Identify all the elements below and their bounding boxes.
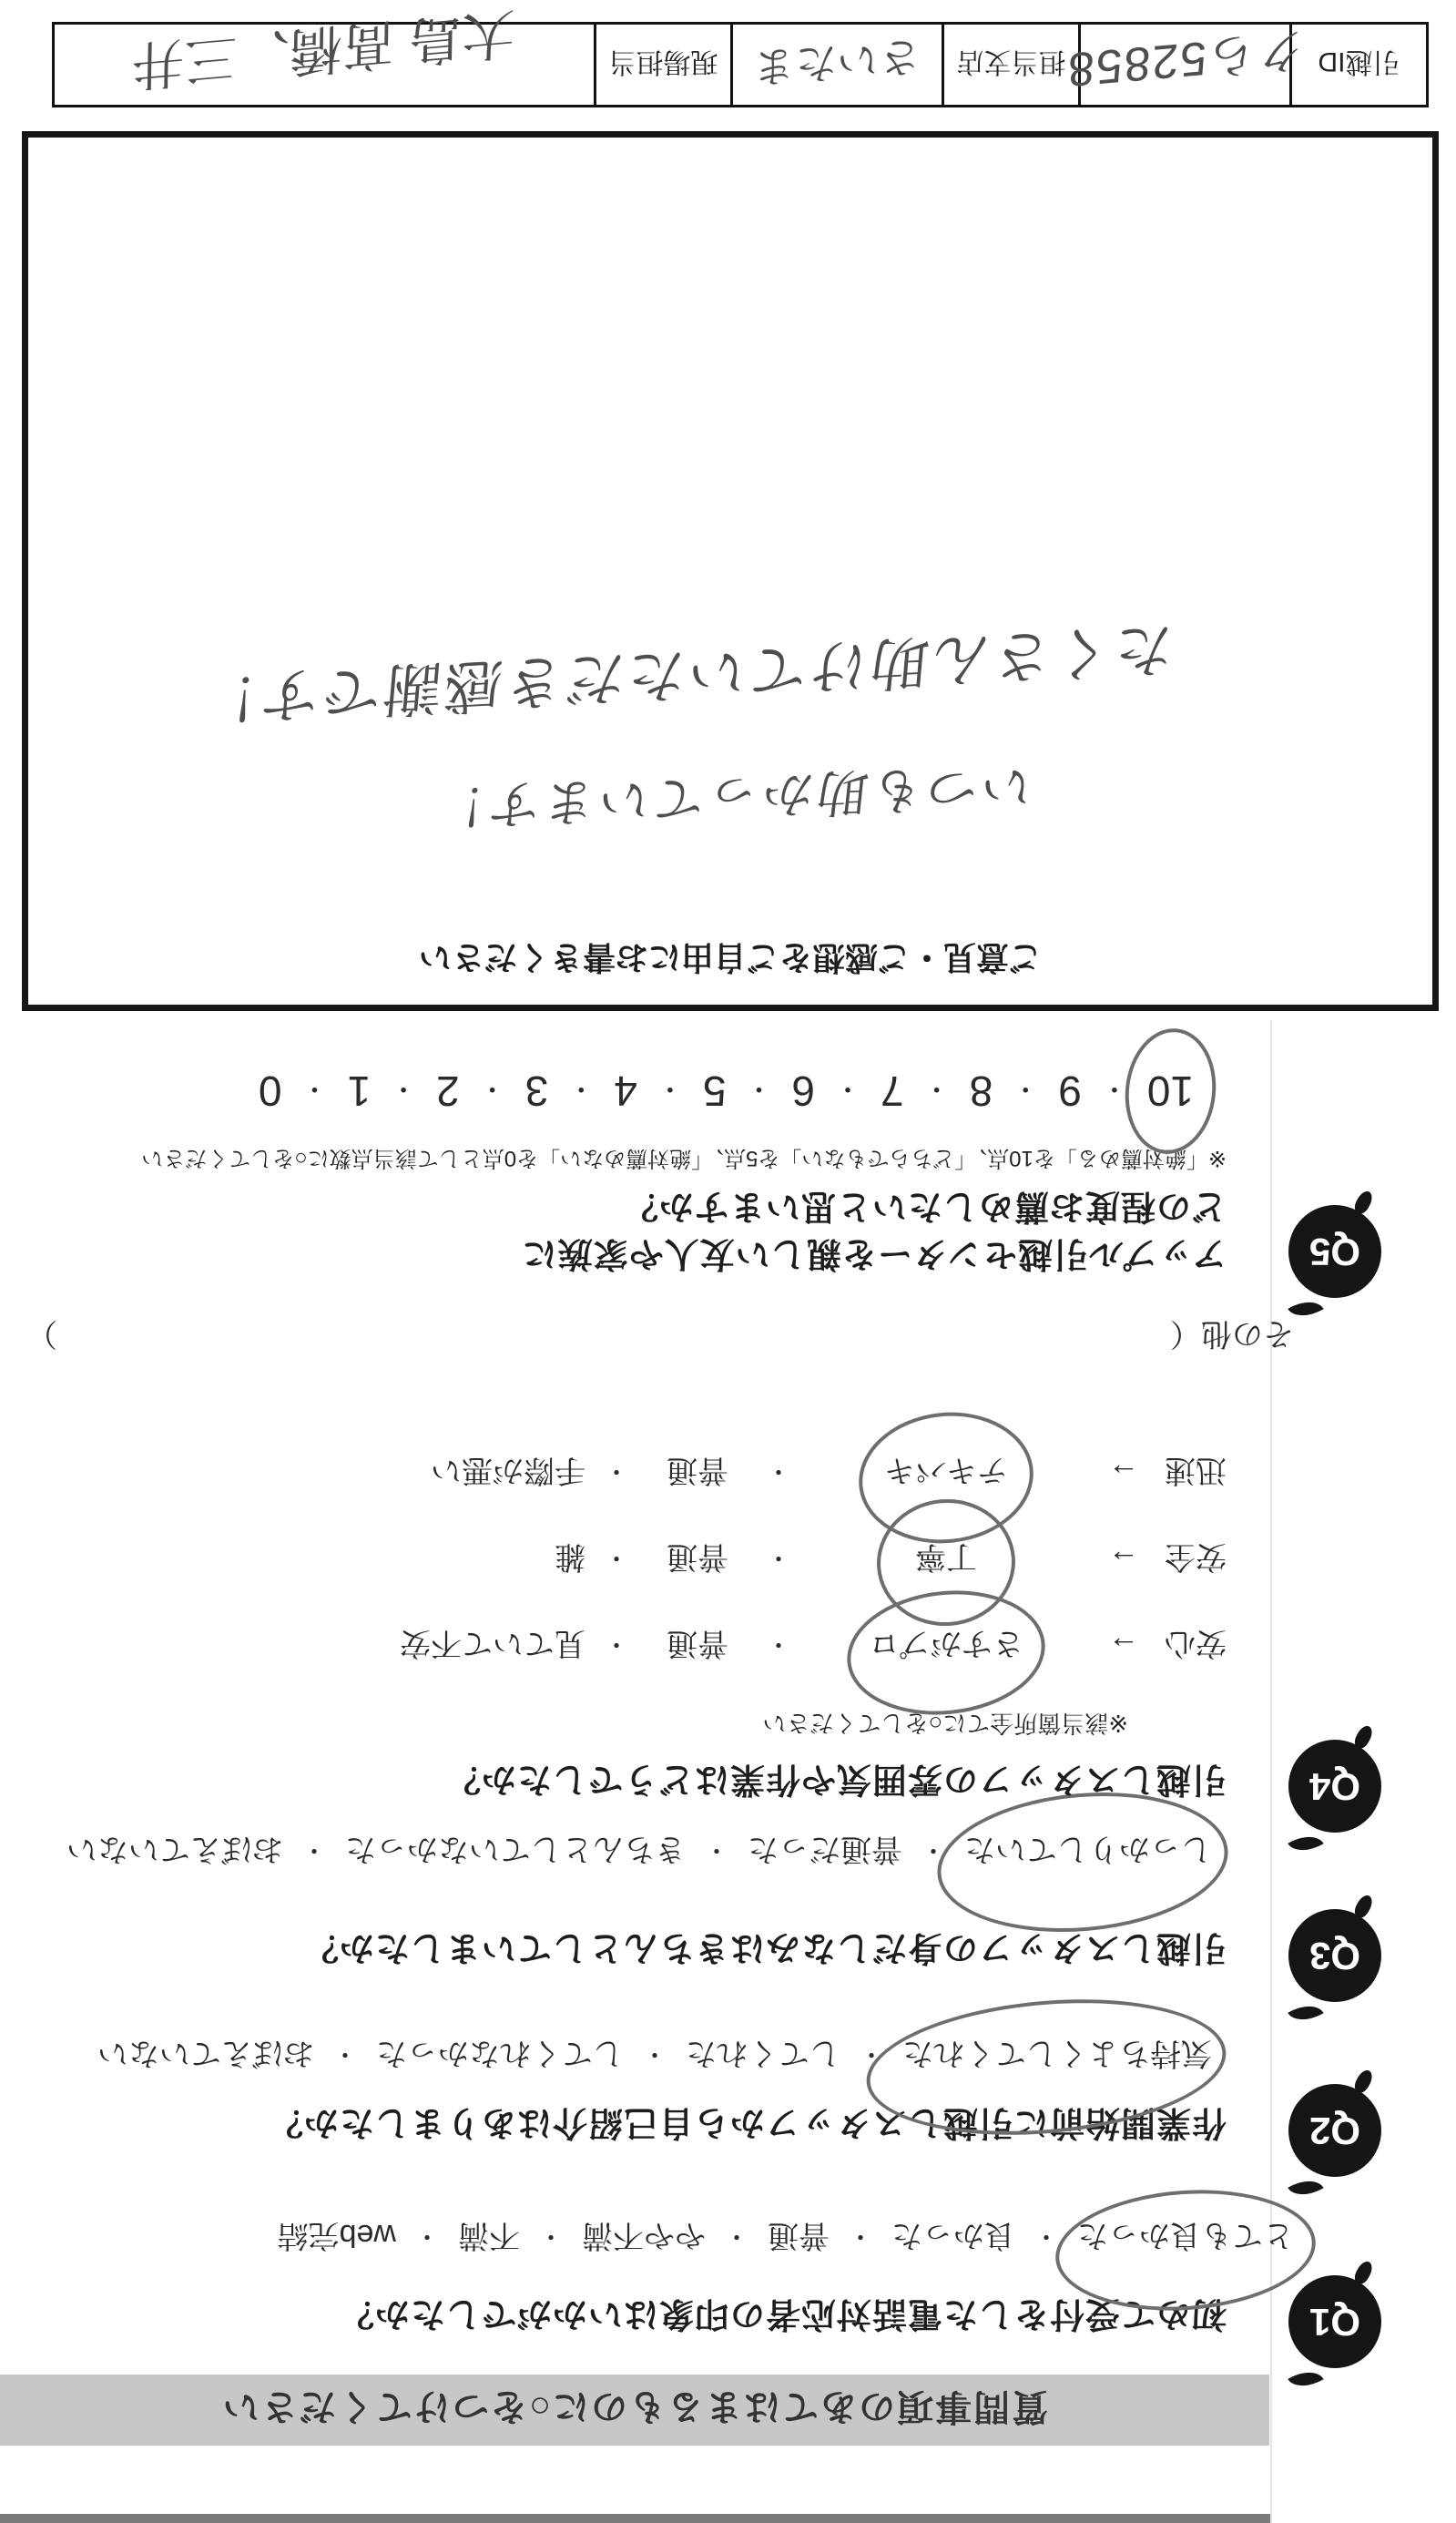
q1-question-text: 初めて受付をした電話対応者の印象はいかがでしたか？ xyxy=(338,2294,1227,2333)
instruction-banner-text: 質問事項のあてはまるものに○をつけてください xyxy=(220,2386,1049,2427)
q4-other-close-paren: ） xyxy=(26,1316,57,1351)
q4-anzen-option-2: 普通 xyxy=(666,1539,728,1574)
q2-balloon-icon xyxy=(1288,2084,1381,2177)
option-separator: ・ xyxy=(765,1457,791,1486)
q5-scale-2: 2 xyxy=(436,1067,460,1115)
q5-scale-9: 9 xyxy=(1058,1067,1082,1115)
q3-question-text: 引越しスタッフの身だしなみはきちんとしていましたか？ xyxy=(302,1928,1227,1966)
comment-box-label: ご意見・ご感想をご自由にお書きください xyxy=(419,939,1043,976)
q5-scale-3: 3 xyxy=(524,1067,549,1115)
q2-options-row xyxy=(97,2034,1212,2079)
q4-anzen-option-3: 雑 xyxy=(554,1539,585,1574)
q4-other-row xyxy=(26,1314,1294,1359)
q3-option-selected: しっかりしていた xyxy=(964,1830,1212,1874)
footer-value-move-id xyxy=(1065,22,1305,105)
handwritten-branch: さいたま xyxy=(752,32,922,92)
q5-scale-10-selected: 10 xyxy=(1146,1067,1194,1115)
q5-scale-5: 5 xyxy=(702,1067,727,1115)
q1-balloon-icon xyxy=(1288,2275,1381,2368)
option-separator: ・ xyxy=(847,2222,873,2252)
q5-scale-7: 7 xyxy=(881,1067,904,1115)
option-separator: ・ xyxy=(765,1630,791,1660)
q4-jinsoku-option-3: 手際が悪い xyxy=(430,1453,585,1487)
q1-option-4: やや不満 xyxy=(581,2218,706,2252)
q3-option-2: 普通だった xyxy=(747,1832,902,1866)
q1-option-3: 普通 xyxy=(767,2218,830,2252)
scale-separator: ・ xyxy=(567,1073,596,1103)
option-separator: ・ xyxy=(920,1836,946,1865)
q5-scale-8: 8 xyxy=(969,1067,993,1115)
option-separator: ・ xyxy=(723,2222,749,2252)
q5-balloon-label: Q5 xyxy=(1308,1231,1361,1273)
scale-separator: ・ xyxy=(834,1073,862,1103)
q5-note: ※「絶対薦める」を10点、「どちらでもない」を5点、「絶対薦めない」を0点として該当点数に○をしてください xyxy=(141,1146,1227,1170)
option-separator: ・ xyxy=(603,1630,629,1660)
scale-separator: ・ xyxy=(478,1073,506,1103)
q5-scale-row xyxy=(259,1067,1194,1116)
q2-question-text: 作業開始前に引越しスタッフから自己紹介はありましたか？ xyxy=(267,2103,1227,2141)
q2-option-2: してくれた xyxy=(685,2036,840,2070)
footer-label-branch-text: 担当支店 xyxy=(956,46,1066,77)
footer-label-branch xyxy=(942,25,1078,105)
q5-scale-1: 1 xyxy=(347,1067,372,1115)
q4-other-label: その他（ xyxy=(1170,1316,1294,1351)
q2-option-4: おぼえていない xyxy=(97,2036,314,2070)
scale-separator: ・ xyxy=(300,1073,329,1103)
option-separator: ・ xyxy=(641,2040,667,2069)
q5-balloon-icon xyxy=(1288,1205,1381,1298)
option-separator: ・ xyxy=(300,1836,327,1865)
q4-row-anshin-label: 安心 xyxy=(1165,1626,1227,1660)
q2-option-selected: 気持ちよくしてくれた xyxy=(902,2034,1212,2079)
q5-scale-4: 4 xyxy=(614,1067,637,1115)
instruction-banner xyxy=(0,2375,1269,2446)
q4-anzen-selected: 丁寧 xyxy=(915,1537,977,1582)
handwritten-crew-names: 大島 髙橋、三井 xyxy=(131,2,515,96)
option-separator: ・ xyxy=(1033,2222,1059,2252)
option-separator: ・ xyxy=(858,2040,884,2069)
q5-scale-0: 0 xyxy=(258,1067,282,1115)
q1-options-row xyxy=(278,2216,1294,2261)
footer-value-crew xyxy=(55,2,594,105)
q4-balloon-label: Q4 xyxy=(1308,1765,1361,1808)
q4-note: ※該当箇所全てに○をしてください xyxy=(762,1710,1128,1737)
option-separator: ・ xyxy=(765,1544,791,1573)
option-separator: ・ xyxy=(603,1457,629,1486)
footer-label-move-id xyxy=(1289,25,1426,105)
handwritten-comment-line2: たくさん助けていただき感謝です！ xyxy=(195,615,1176,733)
q4-anshin-option-2: 普通 xyxy=(666,1626,728,1660)
scale-separator: ・ xyxy=(922,1073,951,1103)
q5-scale-6: 6 xyxy=(791,1067,816,1115)
q4-row-anzen-label: 安全 xyxy=(1165,1539,1227,1574)
comment-box xyxy=(22,131,1439,1011)
arrow-icon: → xyxy=(1108,1456,1139,1491)
scale-separator: ・ xyxy=(1012,1073,1040,1103)
q4-row-anzen xyxy=(294,1537,1227,1582)
q1-option-6: web完結 xyxy=(277,2218,396,2252)
q4-balloon-icon xyxy=(1288,1740,1381,1833)
q5-question-line1: アップル引越センターを親しい友人や家族に xyxy=(521,1234,1227,1272)
scale-separator: ・ xyxy=(1100,1073,1128,1103)
q1-option-selected: とても良かった xyxy=(1077,2216,1294,2261)
handwritten-move-id: クら52858 xyxy=(1065,22,1305,97)
q4-question-text: 引越しスタッフの雰囲気や作業はどうでしたか？ xyxy=(444,1760,1227,1798)
q1-option-5: 不満 xyxy=(457,2218,520,2252)
option-separator: ・ xyxy=(413,2222,440,2252)
option-separator: ・ xyxy=(603,1544,629,1573)
q4-anshin-selected: さすがプロ xyxy=(869,1624,1023,1669)
q2-option-3: してくれなかった xyxy=(375,2036,624,2070)
q1-option-2: 良かった xyxy=(891,2218,1015,2252)
q3-options-row xyxy=(66,1830,1212,1874)
q4-row-jinsoku-label: 迅速 xyxy=(1165,1453,1227,1487)
footer-label-move-id-text: 引越ID xyxy=(1318,46,1400,77)
scale-separator: ・ xyxy=(390,1073,418,1103)
handwritten-comment-line1: いつも助かっています！ xyxy=(428,757,1035,836)
arrow-icon: → xyxy=(1108,1629,1139,1664)
paper-edge-line xyxy=(1270,1020,1272,2523)
footer-label-crew xyxy=(594,25,730,105)
q3-option-4: おぼえていない xyxy=(66,1832,283,1866)
q4-anshin-option-3: 見ていて不安 xyxy=(399,1626,585,1660)
q4-jinsoku-option-2: 普通 xyxy=(666,1453,728,1487)
q4-row-jinsoku xyxy=(294,1451,1227,1496)
q4-row-anshin xyxy=(294,1624,1227,1669)
footer-value-branch xyxy=(730,25,942,105)
option-separator: ・ xyxy=(537,2222,564,2252)
q5-question-line2: どの程度お薦めしたいと思いますか？ xyxy=(622,1187,1227,1225)
q3-balloon-icon xyxy=(1288,1909,1381,2002)
q4-jinsoku-selected: テキパキ xyxy=(884,1451,1008,1496)
q3-balloon-label: Q3 xyxy=(1308,1935,1361,1977)
scale-separator: ・ xyxy=(656,1073,684,1103)
q3-option-3: きちんとしていなかった xyxy=(344,1832,686,1866)
arrow-icon: → xyxy=(1108,1543,1139,1578)
q1-balloon-label: Q1 xyxy=(1308,2301,1361,2344)
option-separator: ・ xyxy=(331,2040,358,2069)
option-separator: ・ xyxy=(703,1836,729,1865)
footer-table xyxy=(52,2,1429,107)
scan-edge-shadow xyxy=(0,2514,1270,2523)
footer-label-crew-text: 現場担当 xyxy=(608,46,718,77)
scale-separator: ・ xyxy=(745,1073,773,1103)
q2-balloon-label: Q2 xyxy=(1308,2109,1361,2152)
